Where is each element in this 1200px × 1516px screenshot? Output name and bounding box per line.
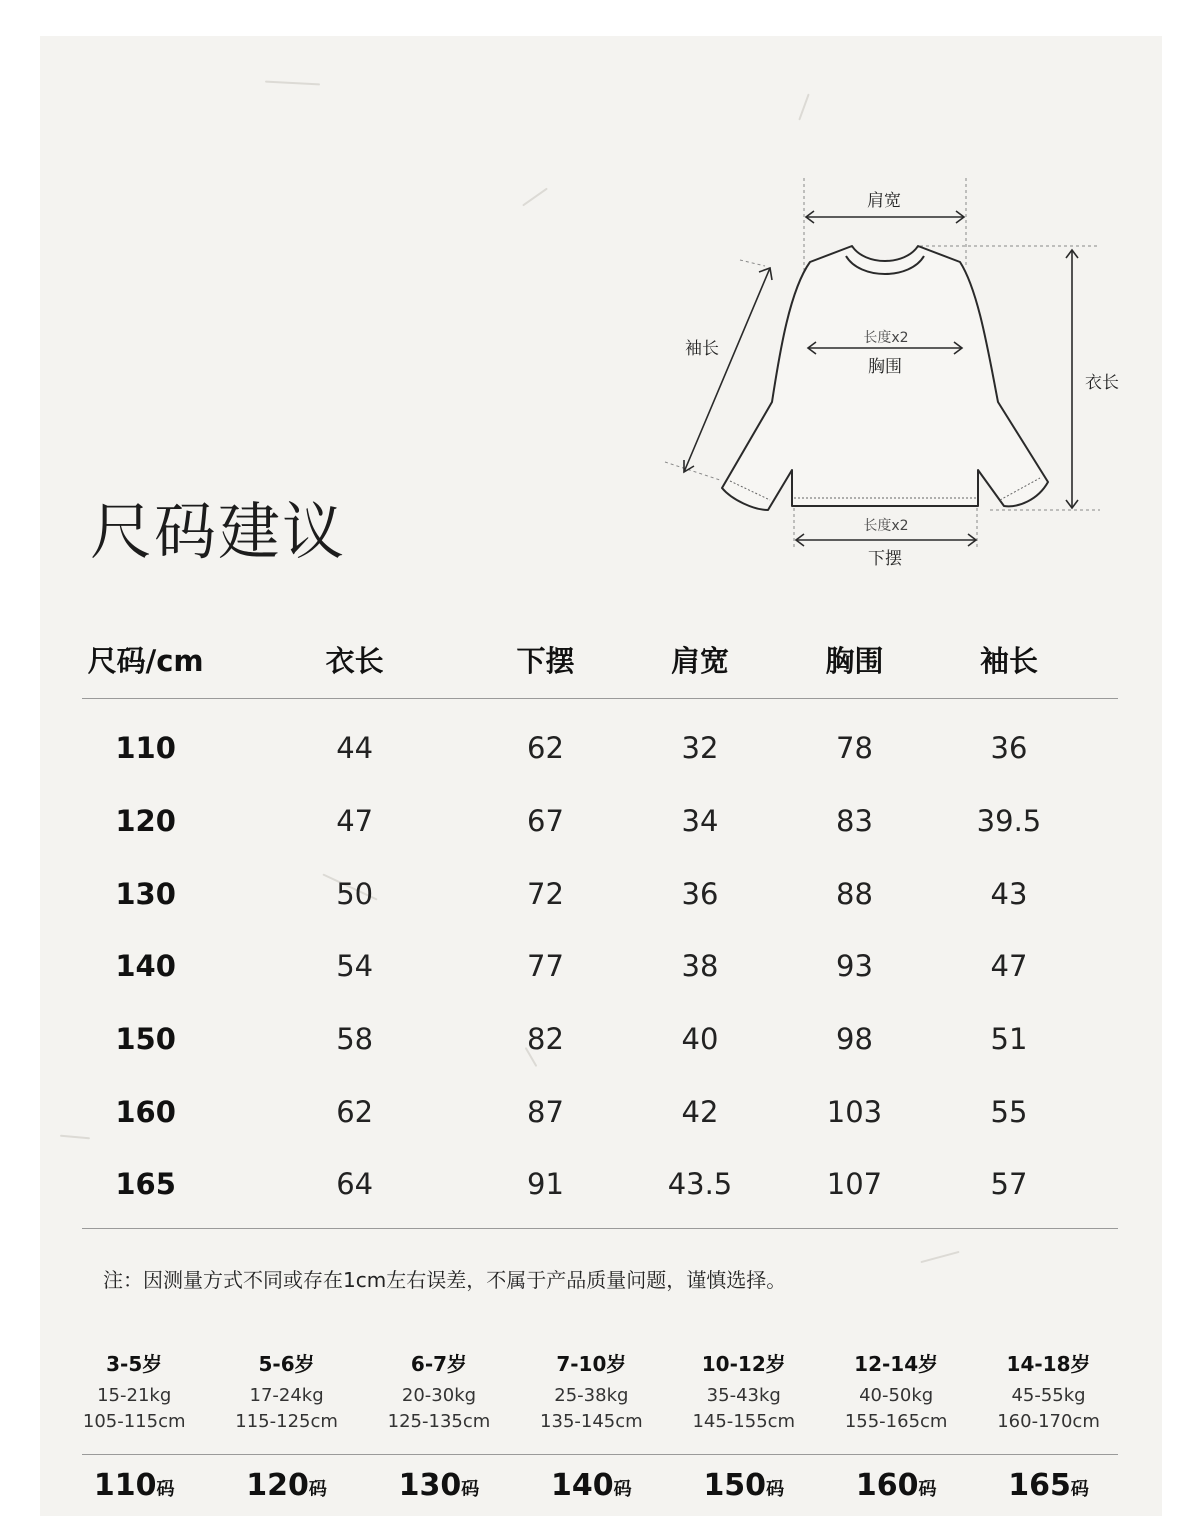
cell-size: 130 [115,876,176,911]
size-code [668,1468,820,1503]
cell-length: 62 [336,1094,374,1129]
header-length: 衣长 [325,643,384,678]
weight-range: 20-30kg [401,1385,477,1406]
table-row [82,712,1118,785]
cell-chest: 93 [836,949,873,984]
size-table [82,620,1118,1221]
age-item [58,1348,210,1435]
cell-size: 165 [115,1167,176,1202]
table-row [82,1075,1118,1148]
age-range: 3-5岁 [106,1352,163,1376]
header-hem: 下摆 [516,643,575,678]
cell-shoulder: 43.5 [667,1167,733,1202]
cell-sleeve: 43 [990,876,1028,911]
table-row [82,1148,1118,1221]
size-code [972,1468,1124,1503]
size-code [58,1468,210,1503]
height-range: 155-165cm [844,1411,948,1432]
age-item [668,1348,820,1435]
shoulder-label: 肩宽 [867,191,901,211]
cell-length: 50 [336,876,374,911]
cell-chest: 83 [836,804,873,839]
age-item [972,1348,1124,1435]
size-code-number: 120 [246,1468,309,1503]
cell-hem: 91 [527,1167,564,1202]
weight-range: 25-38kg [554,1385,629,1406]
cell-shoulder: 34 [681,804,719,839]
size-code-number: 140 [551,1468,614,1503]
size-code [820,1468,972,1503]
cell-length: 58 [336,1022,374,1057]
size-code-unit: 码 [308,1479,327,1500]
weight-range: 17-24kg [249,1385,324,1406]
cell-length: 54 [336,949,374,984]
cell-shoulder: 38 [681,949,719,984]
header-sleeve: 袖长 [979,643,1038,678]
table-row [82,857,1118,930]
garment-measurement-diagram [660,170,1140,590]
size-codes [58,1468,1200,1503]
size-code-unit: 码 [461,1479,480,1500]
age-range: 6-7岁 [410,1352,468,1376]
size-code [515,1468,667,1503]
age-range: 10-12岁 [701,1352,786,1376]
paper-fiber [522,188,548,207]
cell-hem: 62 [527,731,564,766]
table-bottom-divider [82,1228,1118,1229]
cell-hem: 67 [527,804,564,839]
age-range: 5-6岁 [258,1352,315,1376]
cell-hem: 72 [527,876,564,911]
weight-range: 45-55kg [1011,1385,1086,1406]
cell-shoulder: 32 [681,731,719,766]
size-code-unit: 码 [613,1479,632,1500]
chest-note: 长度x2 [863,330,909,346]
height-range: 125-135cm [387,1411,491,1432]
age-recommendations [58,1348,1200,1435]
table-header-divider [82,698,1118,699]
table-row [82,785,1118,858]
size-code-number: 165 [1008,1468,1071,1503]
length-label: 衣长 [1085,373,1119,393]
cell-hem: 87 [527,1094,564,1129]
header-size: 尺码/cm [87,643,204,678]
age-range: 12-14岁 [854,1352,939,1376]
age-item [210,1348,362,1435]
cell-length: 64 [336,1167,374,1202]
page-title: 尺码建议 [90,495,347,568]
height-range: 160-170cm [997,1411,1100,1432]
age-item [515,1348,667,1435]
height-range: 145-155cm [692,1411,796,1432]
weight-range: 15-21kg [97,1385,172,1406]
header-chest: 胸围 [825,643,884,678]
cell-sleeve: 51 [990,1022,1028,1057]
cell-shoulder: 36 [681,876,719,911]
height-range: 135-145cm [540,1411,643,1432]
height-range: 115-125cm [235,1411,338,1432]
header-shoulder: 肩宽 [670,643,729,678]
hem-label: 下摆 [868,549,902,569]
cell-chest: 107 [826,1167,883,1202]
size-code-unit: 码 [918,1479,937,1500]
recommendation-divider [82,1454,1118,1455]
cell-sleeve: 39.5 [976,804,1042,839]
size-code-number: 150 [703,1468,767,1503]
cell-length: 47 [336,804,374,839]
cell-chest: 98 [836,1022,873,1057]
size-code [363,1468,515,1503]
size-code-unit: 码 [156,1479,175,1500]
cell-sleeve: 36 [990,731,1028,766]
size-code-number: 160 [855,1468,919,1503]
size-code [210,1468,362,1503]
size-code-unit: 码 [766,1479,785,1500]
sleeve-label: 袖长 [685,339,719,359]
height-range: 105-115cm [82,1411,186,1432]
cell-hem: 82 [527,1022,564,1057]
table-row [82,930,1118,1003]
size-code-number: 110 [93,1468,157,1503]
weight-range: 40-50kg [859,1385,934,1406]
paper-fiber [920,1251,959,1263]
cell-sleeve: 57 [990,1167,1028,1202]
cell-size: 140 [115,949,176,984]
cell-size: 110 [115,731,176,766]
measurement-note: 注：因测量方式不同或存在1cm左右误差，不属于产品质量问题，谨慎选择。 [103,1268,787,1292]
age-range: 7-10岁 [556,1352,627,1376]
cell-chest: 88 [836,876,873,911]
cell-size: 120 [115,804,176,839]
weight-range: 35-43kg [706,1385,781,1406]
paper-fiber [265,81,320,86]
chest-label: 胸围 [868,357,902,377]
cell-chest: 103 [826,1094,883,1129]
cell-shoulder: 42 [681,1094,719,1129]
cell-size: 160 [115,1094,176,1129]
cell-sleeve: 47 [990,949,1028,984]
cell-hem: 77 [527,949,564,984]
table-header-row [82,620,1118,698]
age-range: 14-18岁 [1006,1352,1091,1376]
cell-size: 150 [115,1022,176,1057]
cell-chest: 78 [836,731,873,766]
age-item [363,1348,515,1435]
age-item [820,1348,972,1435]
cell-shoulder: 40 [681,1022,719,1057]
size-code-unit: 码 [1070,1479,1089,1500]
table-row [82,1003,1118,1076]
hem-note: 长度x2 [863,518,909,534]
size-code-number: 130 [398,1468,462,1503]
cell-length: 44 [336,731,374,766]
paper-fiber [798,94,809,121]
cell-sleeve: 55 [990,1094,1028,1129]
